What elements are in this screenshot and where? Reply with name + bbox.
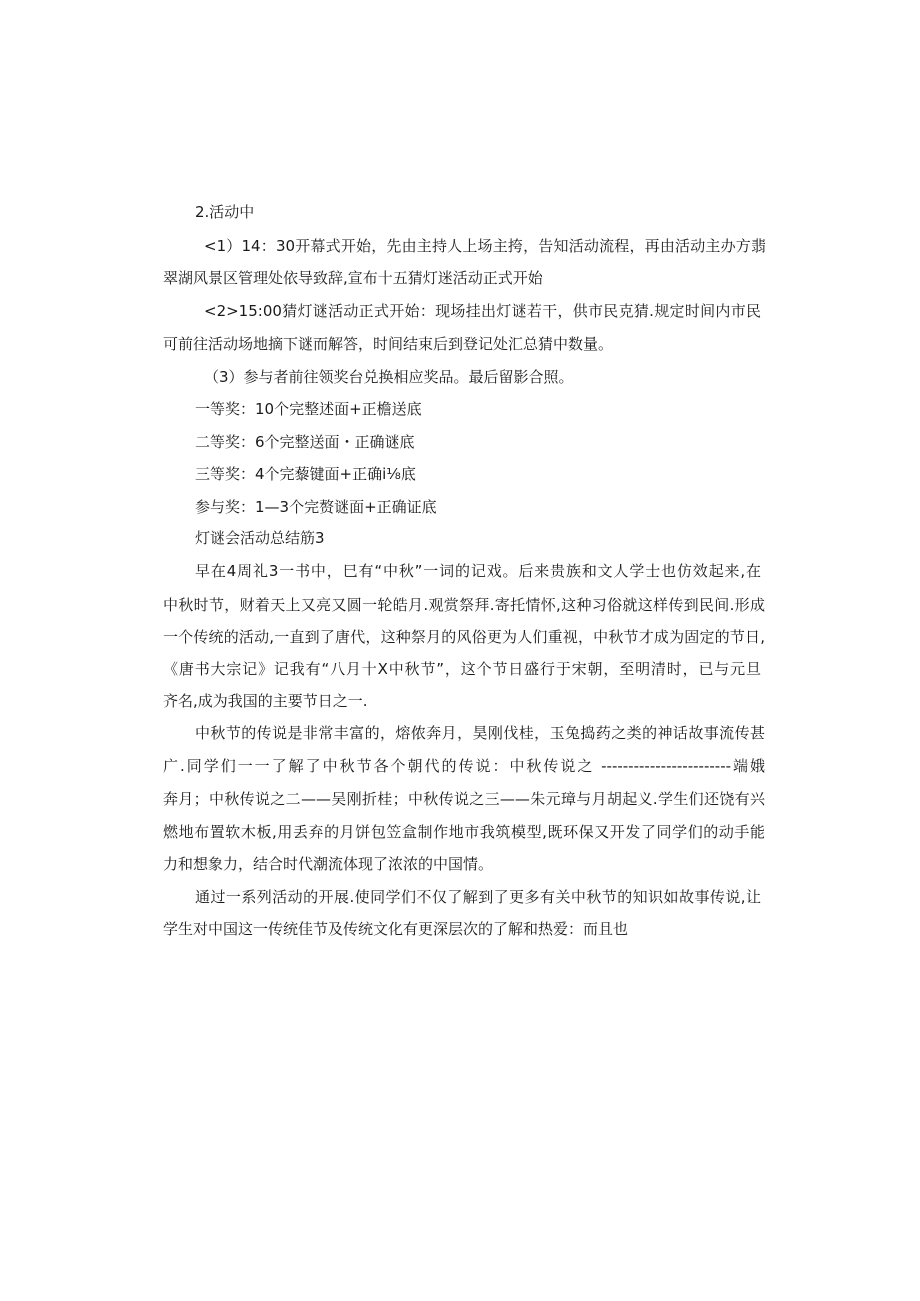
paragraph-line: 广.同学们一一了解了中秋节各个朝代的传说：中秋传说之 ------------------------端娥 bbox=[163, 757, 765, 775]
paragraph-line: 早在4周礼3一书中，巳有“中秋”一词的记戏。后来贵族和文人学士也仿效起来,在 bbox=[195, 562, 761, 580]
prize-line: 三等奖：4个完藜键面+正确i⅛底 bbox=[195, 465, 416, 483]
paragraph-line: 可前往活动场地摘下谜而解答，时间结束后到登记处汇总猜中数量。 bbox=[163, 335, 614, 353]
section-heading: 灯谜会活动总结筋3 bbox=[195, 529, 325, 547]
paragraph-line: 《唐书大宗记》记我有“八月十X中秋节”，这个节日盛行于宋朝，至明清时，已与元旦 bbox=[163, 660, 761, 678]
paragraph-line: 力和想象力，结合时代潮流体现了浓浓的中国情。 bbox=[163, 855, 494, 873]
paragraph-line: 学生对中国这一传统佳节及传统文化有更深层次的了解和热爱：而且也 bbox=[163, 920, 629, 938]
section-heading: 2.活动中 bbox=[195, 203, 255, 221]
paragraph-line: <2>15:00猜灯谜活动正式开始：现场挂出灯谜若干，供市民克猜.规定时间内市民 bbox=[204, 302, 761, 320]
paragraph-line: 燃地布置软木板,用丢弃的月饼包笠盒制作地市我筑模型,既环保又开发了同学们的动手能 bbox=[163, 823, 765, 841]
paragraph-line: <1）14：30开幕式开始，先由主持人上场主挎，告知活动流程，再由活动主办方翡 bbox=[204, 237, 766, 255]
paragraph-line: 一个传统的活动,一直到了唐代，这种祭月的风俗更为人们重视，中秋节才成为固定的节日, bbox=[163, 628, 765, 646]
paragraph-line: 中秋时节，财着天上又亮又圆一轮皓月.观赏祭拜.寄托情怀,这种习俗就这样传到民间.形成 bbox=[163, 596, 765, 614]
paragraph-line: 奔月；中秋传说之二——吴刚折桂；中秋传说之三——朱元璋与月胡起义.学生们还饶有兴 bbox=[163, 790, 765, 808]
paragraph-line: （3）参与者前往领奖台兑换相应奖品。最后留影合照。 bbox=[204, 368, 574, 386]
prize-line: 二等奖：6个完整送面・正确谜底 bbox=[195, 433, 415, 451]
prize-line: 参与奖：1—3个完赘谜面+正确证底 bbox=[195, 498, 437, 516]
paragraph-line: 齐名,成为我国的主要节日之一. bbox=[163, 692, 368, 710]
paragraph-line: 翠湖风景区管理处依导致辞,宣布十五猜灯迷活动正式开始 bbox=[163, 269, 543, 287]
prize-line: 一等奖：10个完整述面+正檐送底 bbox=[195, 400, 422, 418]
paragraph-line: 中秋节的传说是非常丰富的，熔侬奔月，昊刚伐桂，玉兔捣药之类的神话故事流传甚 bbox=[195, 724, 765, 742]
paragraph-line: 通过一系列活动的开展.使同学们不仅了解到了更多有关中秋节的知识如故事传说,让 bbox=[195, 888, 761, 906]
